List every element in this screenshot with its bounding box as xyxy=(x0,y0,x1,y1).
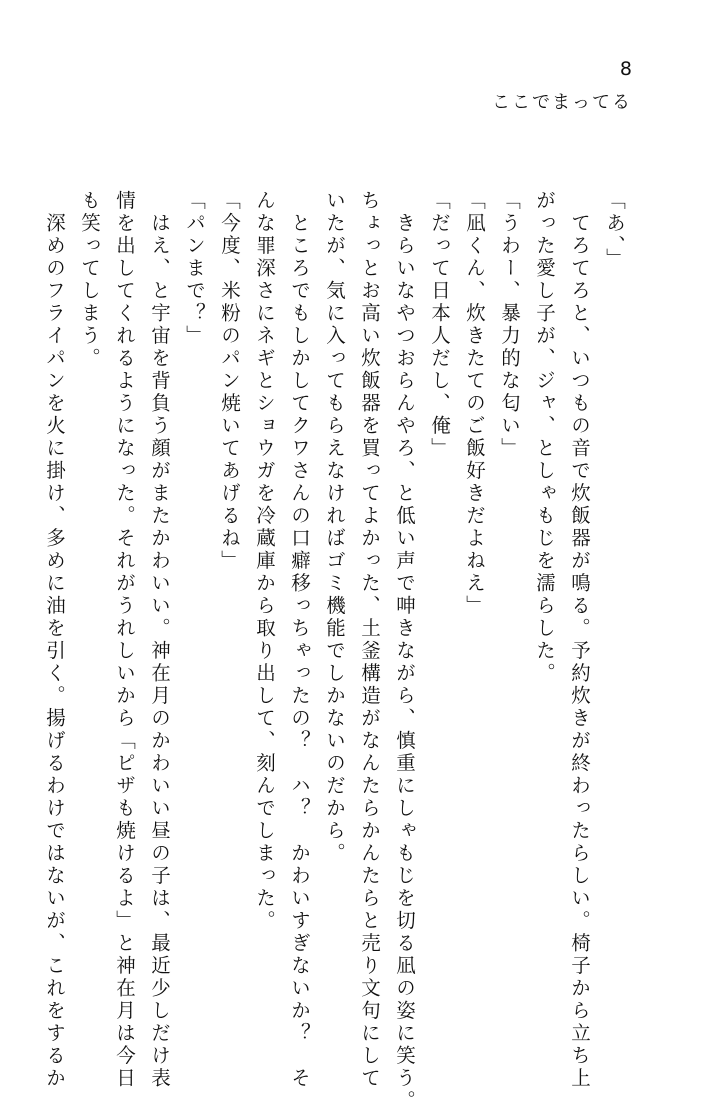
text-line: いたが、気に入ってもらえなければゴミ機能でしかないのだから。 xyxy=(323,190,346,865)
text-line: がった愛し子が、ジャ、としゃもじを濡らした。 xyxy=(533,190,556,685)
text-line: はえ、と宇宙を背負う顔がまたかわいい。神在月のかわいい昼の子は、最近少しだけ表 xyxy=(148,190,171,1090)
text-line: ところでもしかしてクワさんの口癖移っちゃったの？ ハ？ かわいすぎないか？ そ xyxy=(288,190,311,1090)
chapter-title: ここでまってる xyxy=(492,92,632,113)
text-line: も笑ってしまう。 xyxy=(78,190,101,370)
text-line: きらいなやつおらんやろ、と低い声で呻きながら、慎重にしゃもじを切る凪の姿に笑う。 xyxy=(393,190,416,1113)
text-line: 「だって日本人だし、俺」 xyxy=(428,190,451,460)
body-text xyxy=(43,190,632,1113)
text-line: 「うわー、暴力的な匂い」 xyxy=(498,190,521,460)
text-line: 「あ、」 xyxy=(603,190,626,271)
text-line: 深めのフライパンを火に掛け、多めに油を引く。揚げるわけではないが、これをするか xyxy=(43,190,66,1090)
text-line: てろてろと、いつもの音で炊飯器が鳴る。予約炊きが終わったらしい。椅子から立ち上 xyxy=(568,190,591,1090)
text-line: 情を出してくれるようになった。それがうれしいから「ピザも焼けるよ」と神在月は今日 xyxy=(113,190,136,1090)
text-line: 「今度、米粉のパン焼いてあげるね」 xyxy=(218,190,241,573)
page-number: 8 xyxy=(619,58,632,80)
text-line: んな罪深さにネギとショウガを冷蔵庫から取り出して、刻んでしまった。 xyxy=(253,190,276,933)
text-line: ちょっとお高い炊飯器を買ってよかった、土釜構造がなんたらかんたらと売り文句にして xyxy=(358,190,381,1090)
text-line: 「凪くん、炊きたてのご飯好きだよねえ」 xyxy=(463,190,486,618)
text-line: 「パンまで？」 xyxy=(183,190,206,348)
